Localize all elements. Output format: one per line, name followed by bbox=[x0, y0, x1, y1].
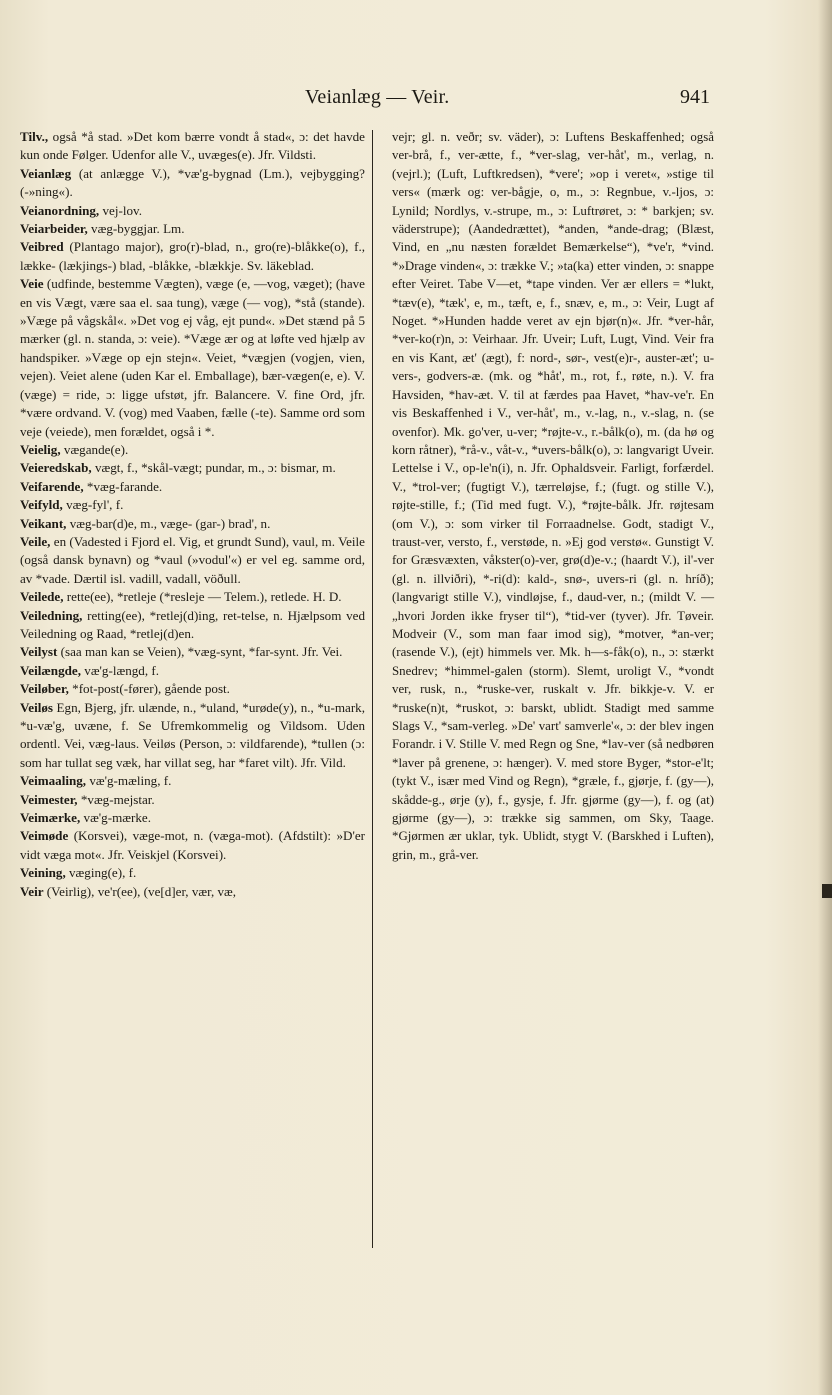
entry-text: væg-byggjar. Lm. bbox=[87, 221, 185, 237]
dictionary-entry bbox=[392, 128, 714, 864]
headword: Veie bbox=[20, 276, 44, 292]
entry-text: vej-lov. bbox=[99, 202, 142, 218]
entry-text: (Plantago major), gro(r)-blad, n., gro(re)-blåkke(o), f., lække- (lækjings-) blad, -blåkke, -blækkje. Sv. läkeblad. bbox=[20, 239, 365, 273]
entry-text: væ'g-mæling, f. bbox=[86, 773, 172, 789]
dictionary-entry bbox=[20, 220, 365, 238]
entry-text: væging(e), f. bbox=[65, 865, 137, 881]
entry-text: Egn, Bjerg, jfr. ulænde, n., *uland, *urøde(y), n., *u-mark, *u-væ'g, uvæne, f. Se Ufremkommelig og Vildsom. Uden ordentl. Vei, væg-laus. Veiløs (Person, ɔ: vildfarende), *tullen (ɔ: som har tullat seg væk, har villat seg, har *faret vilt). Jfr. Vild. bbox=[20, 699, 365, 770]
page-header bbox=[20, 86, 812, 116]
dictionary-entry bbox=[20, 128, 365, 165]
dictionary-entry bbox=[20, 607, 365, 644]
headword: Veibred bbox=[20, 239, 64, 255]
dictionary-entry bbox=[20, 496, 365, 514]
entry-text: retting(ee), *retlej(d)ing, ret-telse, n. Hjælpsom ved Veiledning og Raad, *retlej(d)en. bbox=[20, 607, 365, 641]
column-divider bbox=[372, 130, 373, 1248]
entry-text: (saa man kan se Veien), *væg-synt, *far-synt. Jfr. Vei. bbox=[57, 644, 343, 660]
headword: Veieredskab, bbox=[20, 460, 92, 476]
dictionary-entry bbox=[20, 864, 365, 882]
headword: Veimester, bbox=[20, 791, 78, 807]
headword: Veianordning, bbox=[20, 202, 100, 218]
headword: Veile, bbox=[20, 533, 51, 549]
dictionary-entry bbox=[20, 699, 365, 773]
dictionary-entry bbox=[20, 515, 365, 533]
entry-text: *væg-farande. bbox=[83, 478, 163, 494]
entry-text: rette(ee), *retleje (*resleje — Telem.), retlede. H. D. bbox=[63, 589, 342, 605]
headword: Veiledning, bbox=[20, 607, 83, 623]
entry-text: væ'g-mærke. bbox=[80, 810, 151, 826]
entry-text: vægande(e). bbox=[60, 441, 129, 457]
headword: Veiarbeider, bbox=[20, 221, 88, 237]
headword: Veianlæg bbox=[20, 165, 72, 181]
headword: Veimøde bbox=[20, 828, 69, 844]
headword: Veilyst bbox=[20, 644, 58, 660]
dictionary-entry bbox=[20, 791, 365, 809]
right-column bbox=[392, 128, 714, 864]
running-title: Veianlæg — Veir. bbox=[305, 86, 450, 108]
entry-text: væg-fyl', f. bbox=[62, 497, 124, 513]
dictionary-entry bbox=[20, 238, 365, 275]
entry-text: vægt, f., *skål-vægt; pundar, m., ɔ: bismar, m. bbox=[91, 460, 336, 476]
entry-text: (Veirlig), ve'r(ee), (ve[d]er, vær, væ, bbox=[43, 883, 237, 899]
headword: Veikant, bbox=[20, 515, 67, 531]
page-edge-shadow bbox=[818, 0, 832, 1395]
headword: Veimaaling, bbox=[20, 773, 87, 789]
dictionary-entry bbox=[20, 588, 365, 606]
entry-text: *væg-mejstar. bbox=[77, 791, 155, 807]
page-edge-mark bbox=[822, 884, 832, 898]
headword: Veiløs bbox=[20, 699, 53, 715]
headword: Veifyld, bbox=[20, 497, 63, 513]
entry-text: også *å stad. »Det kom bærre vondt å stad«, ɔ: det havde kun onde Følger. Udenfor alle V., uvæges(e). Jfr. Vildsti. bbox=[20, 129, 365, 163]
entry-text: væ'g-længd, f. bbox=[81, 662, 160, 678]
dictionary-entry bbox=[20, 275, 365, 441]
headword: Veilængde, bbox=[20, 662, 81, 678]
dictionary-entry bbox=[20, 478, 365, 496]
headword: Veir bbox=[20, 883, 44, 899]
entry-text: *fot-post(-fører), gående post. bbox=[68, 681, 230, 697]
dictionary-entry bbox=[20, 662, 365, 680]
headword: Veimærke, bbox=[20, 810, 81, 826]
headword: Veilede, bbox=[20, 589, 64, 605]
left-column bbox=[20, 128, 365, 901]
entry-text: (Korsvei), væge-mot, n. (væga-mot). (Afdstilt): »D'er vidt væga mot«. Jfr. Veiskjel (Korsvei). bbox=[20, 828, 365, 862]
dictionary-entry bbox=[20, 459, 365, 477]
dictionary-entry bbox=[20, 165, 365, 202]
entry-text: en (Vadested i Fjord el. Vig, et grundt Sund), vaul, m. Veile (også dansk bynavn) og *vaul (»vodul'«) er vel eg. samme ord, av *vade. Dærtil isl. vadill, vadall, vöðull. bbox=[20, 533, 365, 586]
dictionary-entry bbox=[20, 883, 365, 901]
dictionary-entry bbox=[20, 772, 365, 790]
page-number: 941 bbox=[680, 86, 710, 108]
dictionary-entry bbox=[20, 643, 365, 661]
headword: Veifarende, bbox=[20, 478, 84, 494]
headword: Veining, bbox=[20, 865, 66, 881]
headword: Veiløber, bbox=[20, 681, 69, 697]
dictionary-entry bbox=[20, 441, 365, 459]
entry-text: væg-bar(d)e, m., væge- (gar-) brad', n. bbox=[66, 515, 271, 531]
entry-text: (at anlægge V.), *væ'g-bygnad (Lm.), vejbygging? (-»ning«). bbox=[20, 165, 365, 200]
dictionary-entry bbox=[20, 533, 365, 588]
dictionary-entry bbox=[20, 827, 365, 864]
dictionary-entry bbox=[20, 680, 365, 698]
headword: Veielig, bbox=[20, 441, 61, 457]
headword: Tilv., bbox=[20, 129, 49, 144]
dictionary-entry bbox=[20, 809, 365, 827]
dictionary-entry bbox=[20, 202, 365, 220]
entry-text: vejr; gl. n. veðr; sv. väder), ɔ: Luftens Beskaffenhed; også ver-brå, f., ver-ætte, f., *ver-slag, ver-håt', m., verlag, n. (vejrl.); (Luft, Luftkredsen), *vere'; »op i veret«, »stige til vers« (mærk og: ver-bågje, o, m., ɔ: Regnbue, v.-ljos, ɔ: Lynild; Nordlys, v.-strupe, m., ɔ: Luftrøret, ɔ: * barkjen; sv. väderstrupe); (Aandedrættet), *anden, *ande-drag; (Blæst, Vind, en „nu næsten forældet Bemærkelse“), *ve'r, *vind. *»Drage vinden«, ɔ: trække V.; »ta(ka) etter vinden, ɔ: snappe efter Veiret. Tabe V—et, *tape vinden. Ver ær ellers = *lukt, *tæv(e), *tæk', e, m., tæft, e, f., snæv, e, m., ɔ: Veir, Lugt af Noget. *»Hunden hadde veret av ejn bjør(n)«. Jfr. *ver-hår, *ver-ko(r)n, ɔ: Veirhaar. Jfr. Uveir; Luft, Lugt, Vind. Veir fra en vis Kant, æt' (ægt), f: nord-, sør-, vest(e)r-, auster-æt'; u-vers-, godvers-æ. (mk. og *håt', m., rot, f., røte, n.). V. fra Havsiden, *hav-æt. V. til at færdes paa Havet, *hav-ve'r. En vis Beskaffenhed i V., ver-håt', m., v.-lag, n., v.-slag, n. (se ovenfor). Mk. go'ver, u-ver; *røjte-v., r.-bålk(o), m. (da hø og korn råtner), *rå-v., våt-v., *uvers-bålk(o), ɔ: langvarigt Uveir. Lettelse i V., op-le'n(i), n. Jfr. Ophaldsveir. Farligt, forfærdel. V., *trol-ver; (fugtigt V.), tærreløjse, f.; (fugt. og stille V.), røjte-stille, f.; (Tid med fugt. V.), *røjte-bålk. Jfr. røjtesam (om V.), ɔ: som virker til Forraadnelse. Godt, stadigt V., traust-ver, versto, f., verstøde, n. »Ej god verstø«. Gunstigt V. for Græsvæxten, våkster(o)-ver, grø(d)e-v.; (haardt V.), il'-ver (gl. n. illviðri), *-ri(d): kald-, snø-, uvers-ri (gl. n. hríð); (langvarigt stille V.), vindløjse, f., daud-ver, n.; (mildt V. — „hvori Jorden ikke fryser til“), *tid-ver (tyver). Jfr. Tøveir. Modveir (V., som man faar imod sig), *motver, *an-ver; (rasende V.), (ejt) himmels ver. Mk. h—s-fåk(o), n., ɔ: stærkt Snedrev; *himmel-galen (storm). Slemt, uroligt V., *vondt ver, rusk, n., *ruske-ver, ruskalt v. Jfr. bikkje-v. V. er *ruske(n)t, *ruskot, ɔ: barskt, ublidt. Stadigt med samme Slags V., *sam-verleg. »De' vart' samverle'«, ɔ: der blev ingen Forandr. i V. Stille V. med Regn og Sne, *lav-ver (så nedbøren *laver på grenene, ɔ: hænger). V. med store Byger, *stor-e'lt; (tykt V., især med Vind og Regn), *græle, f., gjørje, f. (gy—), skådde-g., ørje (y), f., gysje, f. Jfr. gjørme (gy—), f. og (at) gjørme (gy—), ɔ: trække sig sammen, om Sky, Taage. *Gjørmen ær uklar, tyk. Ublidt, stygt V. (Barskhed i Luften), grin, m., grå-ver. bbox=[392, 130, 714, 862]
entry-text: (udfinde, bestemme Vægten), væge (e, —vog, væget); (have en vis Vægt, være saa el. saa tung), væge (— vog), *stå (stande). »Væge på vågskål«. »Det vog ej våg, ejt pund«. »Det stænd på 5 mærker (gl. n. standa, ɔ: veie). *Væge ær og at løfte ved hjælp av handspiker. »Væge op ejn stejn«. Veiet, *vægjen (vogjen, vien, vejen). Veiet alene (uden Kar el. Emballage), bær-vægen(e, e). V. (væge) = ride, ɔ: ligge ufstøt, jfr. Balancere. V. fine Ord, jfr. *være ordvand. V. (vog) med Vaaben, fælle (-te). Samme ord som veje (veiede), men forældet, også i *. bbox=[20, 276, 365, 439]
